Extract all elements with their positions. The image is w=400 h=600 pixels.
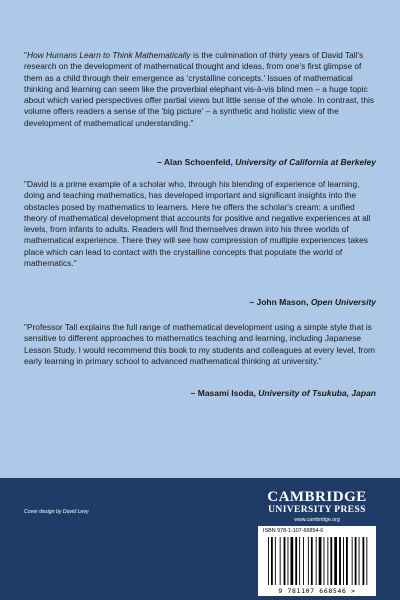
author-name: – Alan Schoenfeld, [157,157,236,167]
publisher-logo [258,490,376,524]
quote-body: is the culmination of thirty years of David Tall's research on the development of mathematical thought and ideas, from one's first glimpse of them as a child through their emergence as 'crystalline concepts.' Issues of mathematical thinking and learning can seem like the proverbial elephant vis-à-vis blind men – a huge topic about which varied perspectives offer partial views but little sense of the whole. In contrast, this volume offers readers a sense of the 'big picture' – a synthetic and holistic view of the development of mathematical understanding." [24,50,375,128]
barcode-icon [268,537,368,585]
quote-open: " [24,50,27,60]
publisher-sub: UNIVERSITY PRESS [268,505,366,515]
attribution-mason [24,297,376,307]
publisher-url: www.cambridge.org [294,517,340,523]
isbn-label: ISBN 978-1-107-66854-6 [263,528,324,534]
quote-isoda: "Professor Tall explains the full range of mathematical development using a simple style that is sensitive to different approaches to mathematics teaching and learning, including Japanese Lesson Study. I would recommend this book to my students and colleagues at every level, from early learning in primary school to advanced mathematical thinking at university." [24,322,375,366]
author-affiliation: Open University [310,297,376,307]
isbn-barcode-box [258,526,376,596]
quote-mason: "David is a prime example of a scholar who, through his blending of experience of learning, doing and teaching mathematics, has developed important and significant insights into the obstacles posed by mathematics to learners. Here he offers the scholar's cream: a unified theory of mathematical development that accounts for positive and negative experiences at all levels, from infants to adults. Readers will find themselves drawn into his three worlds of mathematical experience. There they will see how compression of multiple experiences takes place which can lead to contact with the crystalline concepts that populate the world of mathematics." [24,179,371,269]
author-affiliation: University of Tsukuba, Japan [258,388,376,398]
publisher-name: CAMBRIDGE [267,489,367,505]
author-name: – John Mason, [249,297,311,307]
cover-credit: Cover design by David Levy [24,509,89,515]
attribution-isoda [24,388,376,398]
book-title-italic: How Humans Learn to Think Mathematically [26,50,191,60]
quote-schoenfeld [24,50,376,129]
barcode-number: 9 781107 668546 > [278,587,356,595]
attribution-schoenfeld [24,157,376,167]
author-affiliation: University of California at Berkeley [235,157,376,167]
author-name: – Masami Isoda, [190,388,259,398]
